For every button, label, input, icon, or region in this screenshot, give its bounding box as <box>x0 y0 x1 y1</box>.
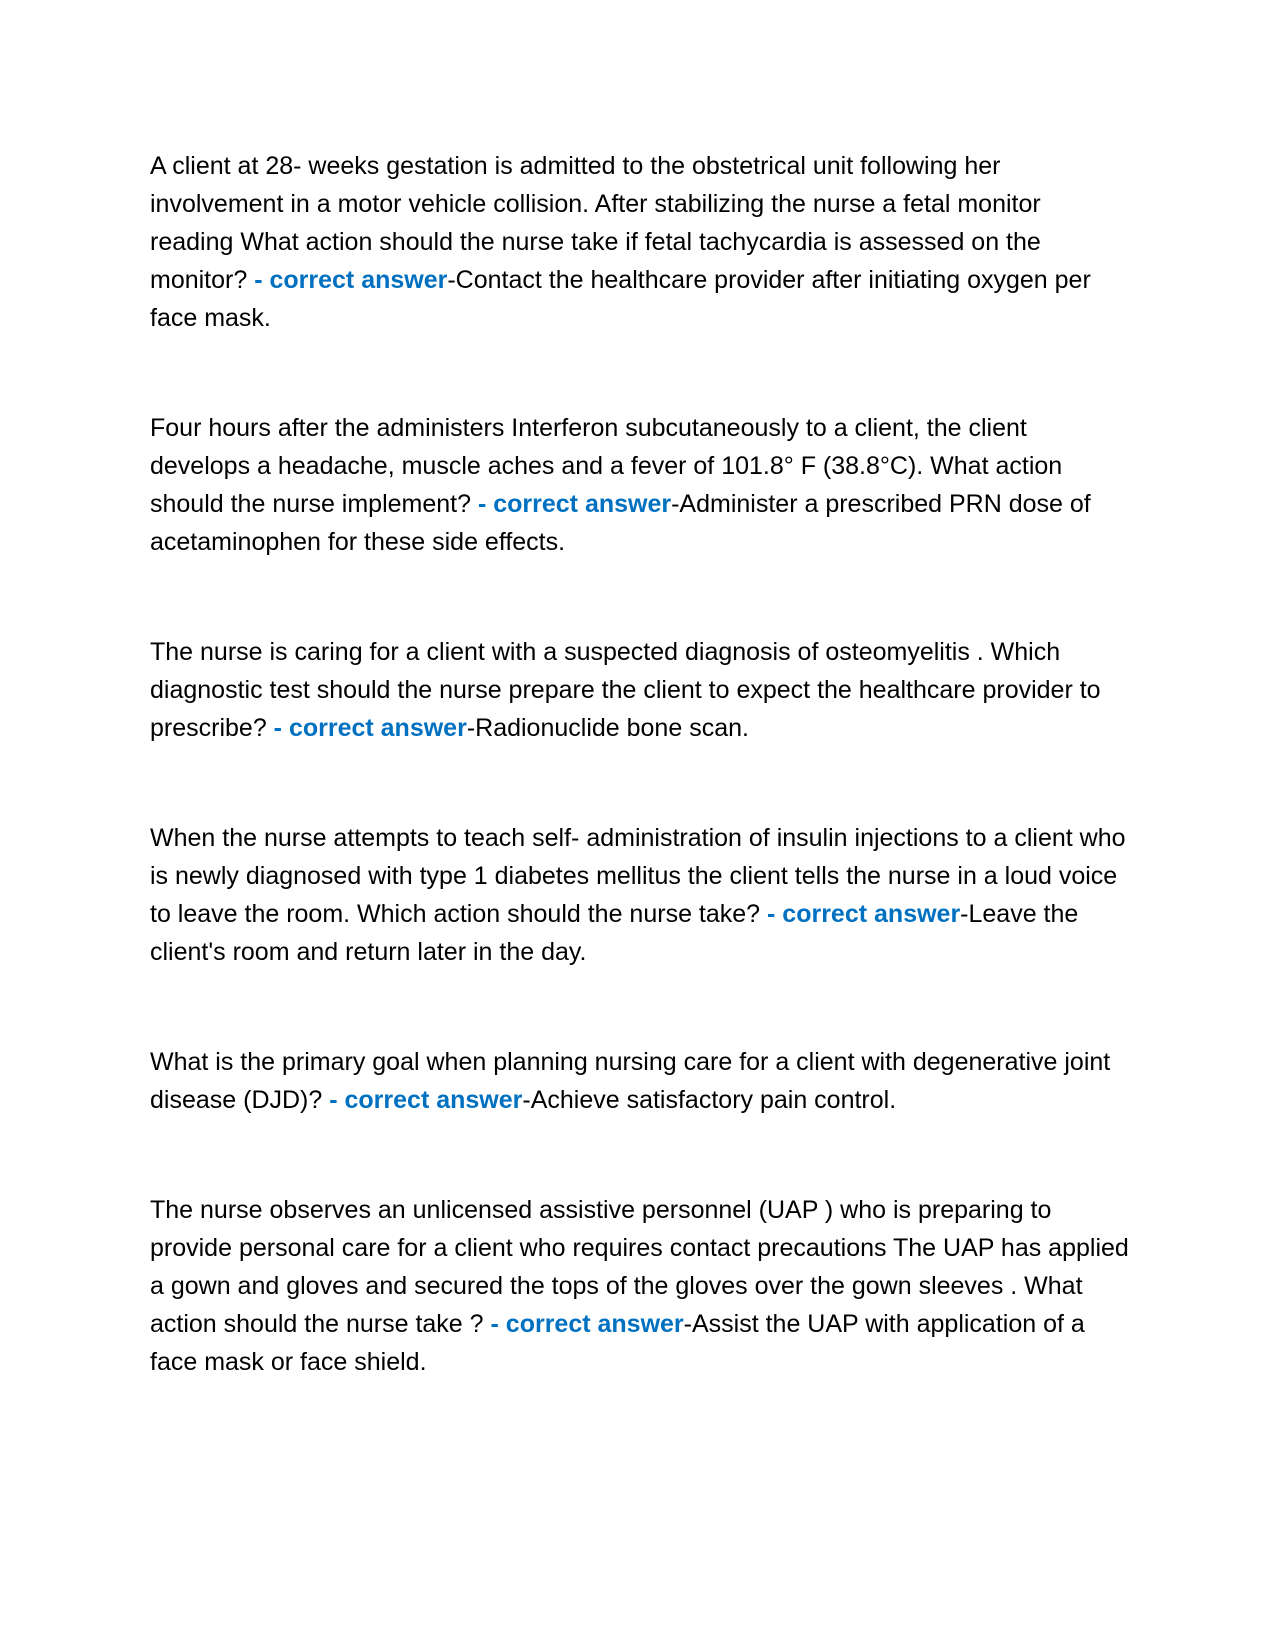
answer-tag: - correct answer <box>767 900 961 928</box>
question-text: Four hours after the administers Interferon subcutaneously to a client, the client develops a headache, muscle aches and a fever of 101.8° F (38.8°C). What action should the nurse implement? <box>150 414 1063 518</box>
qa-list <box>150 147 1130 1453</box>
qa-item <box>150 147 1130 337</box>
question-text: What is the primary goal when planning nursing care for a client with degenerative joint disease (DJD)? <box>150 1048 1111 1114</box>
answer-tag: - correct answer <box>477 490 672 518</box>
answer-tag: - correct answer <box>490 1310 684 1338</box>
answer-tag: - correct answer <box>329 1086 523 1114</box>
answer-text: -Achieve satisfactory pain control. <box>522 1086 897 1114</box>
answer-text: -Radionuclide bone scan. <box>466 714 749 742</box>
qa-item <box>150 1043 1130 1119</box>
question-text: When the nurse attempts to teach self- administration of insulin injections to a client who is newly diagnosed with type 1 diabetes mellitus the client tells the nurse in a loud voice to leave the room. Which action should the nurse take? <box>150 824 1126 928</box>
answer-text: -Administer a prescribed PRN dose of acetaminophen for these side effects. <box>150 490 1091 556</box>
answer-tag: - correct answer <box>273 714 467 742</box>
answer-text: -Assist the UAP with application of a face mask or face shield. <box>150 1310 1085 1376</box>
qa-item <box>150 819 1130 971</box>
question-text: The nurse observes an unlicensed assistive personnel (UAP ) who is preparing to provide personal care for a client who requires contact precautions The UAP has applied a gown and gloves and secured the tops of the gloves over the gown sleeves . What action should the nurse take ? <box>150 1196 1129 1338</box>
question-text: A client at 28- weeks gestation is admitted to the obstetrical unit following her involvement in a motor vehicle collision. After stabilizing the nurse a fetal monitor reading What action should the nurse take if fetal tachycardia is assessed on the monitor? <box>150 152 1041 294</box>
answer-text: -Contact the healthcare provider after initiating oxygen per face mask. <box>150 266 1091 332</box>
answer-tag: - correct answer <box>254 266 448 294</box>
question-text: The nurse is caring for a client with a suspected diagnosis of osteomyelitis . Which diagnostic test should the nurse prepare the client to expect the healthcare provider to prescribe? <box>150 638 1101 742</box>
qa-item <box>150 1191 1130 1381</box>
qa-item <box>150 409 1130 561</box>
answer-text: -Leave the client's room and return later in the day. <box>150 900 1079 966</box>
qa-item <box>150 633 1130 747</box>
